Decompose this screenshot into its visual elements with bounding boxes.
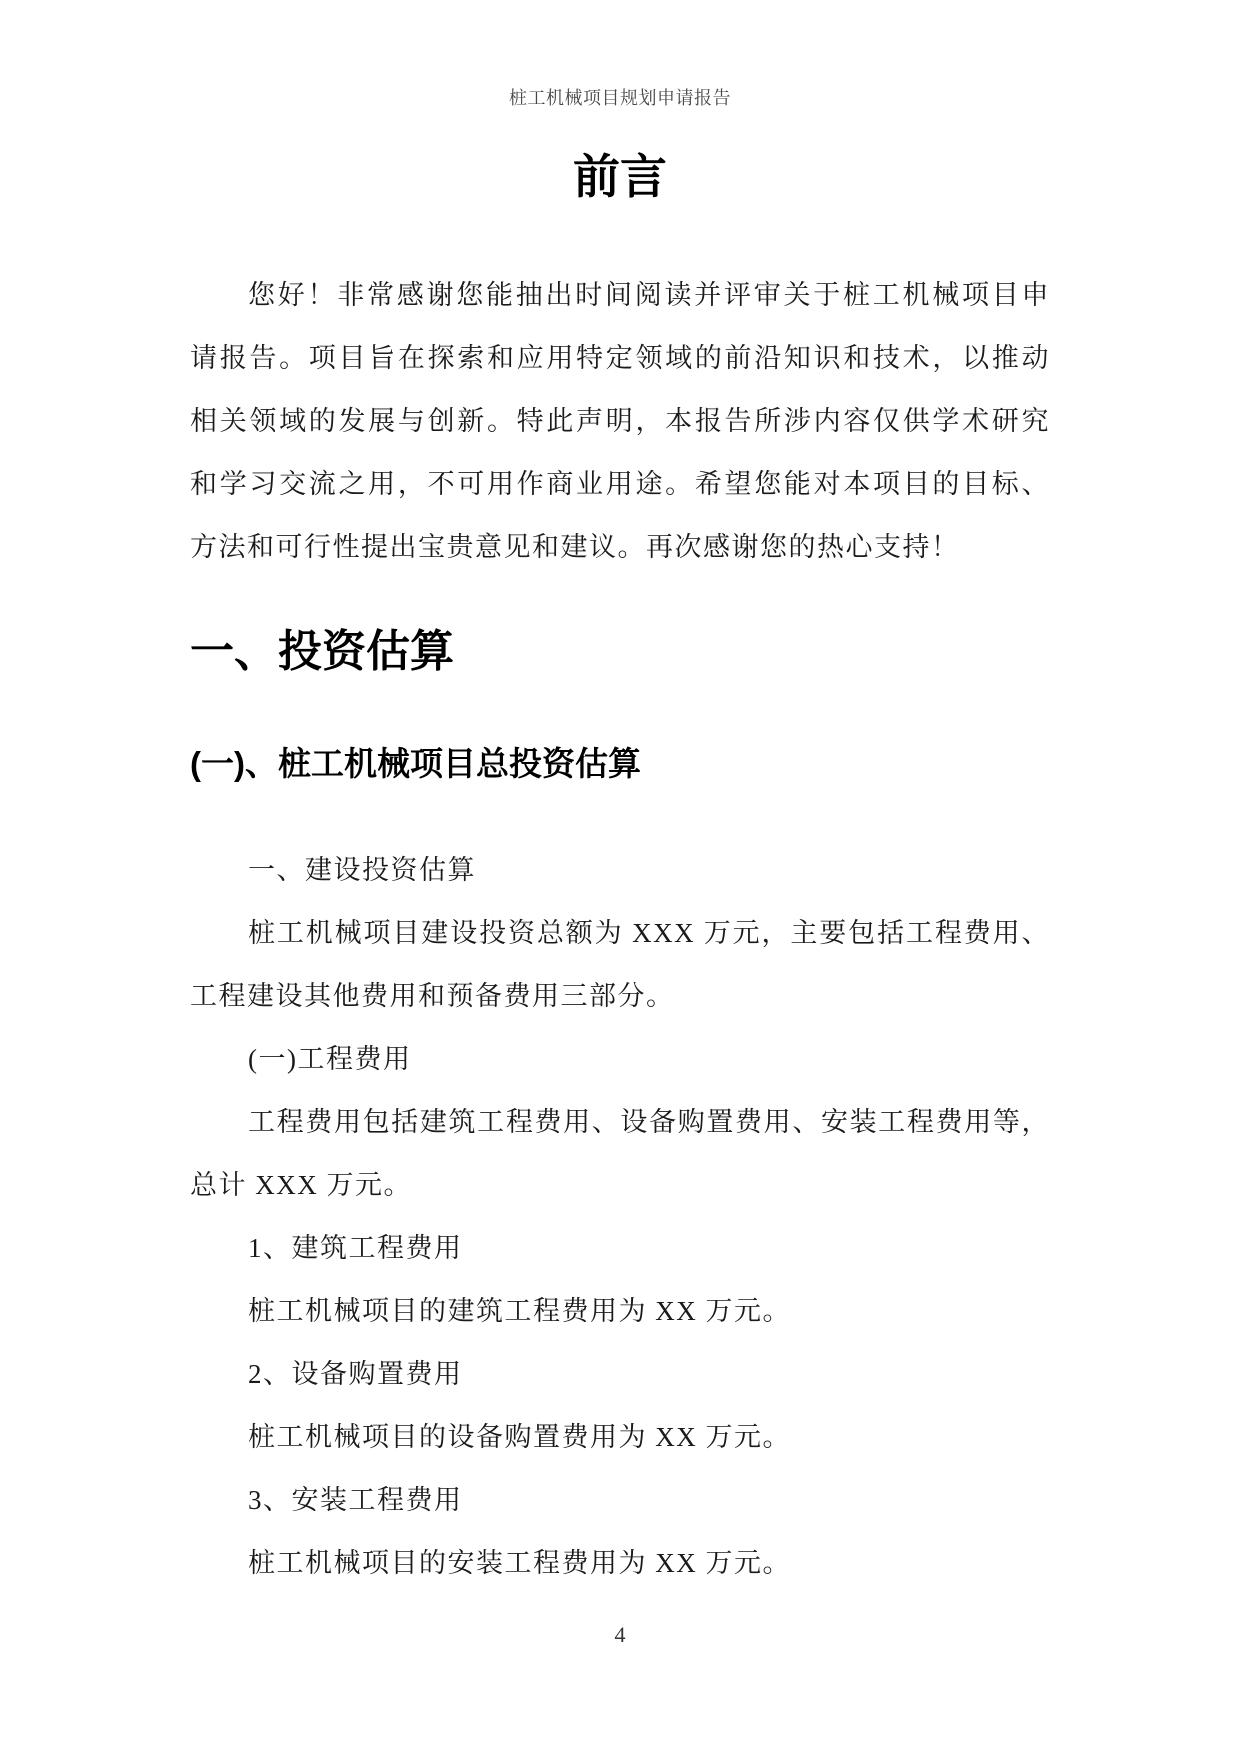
subsection-heading-total-investment: (一)、桩工机械项目总投资估算	[190, 745, 641, 782]
text-line: 总计 XXX 万元。	[190, 1170, 412, 1200]
running-header: 桩工机械项目规划申请报告	[509, 88, 731, 108]
text-line: 桩工机械项目的设备购置费用为 XX 万元。	[248, 1422, 791, 1452]
body-paragraphs	[190, 839, 1050, 1595]
intro-paragraph	[190, 264, 1050, 579]
text-line: 桩工机械项目的建筑工程费用为 XX 万元。	[248, 1296, 791, 1326]
text-line: (一)工程费用	[248, 1044, 412, 1074]
text-line: 和学习交流之用，不可用作商业用途。希望您能对本项目的目标、	[190, 469, 1050, 499]
text-line: 桩工机械项目建设投资总额为 XXX 万元，主要包括工程费用、	[248, 918, 1050, 948]
text-line: 1、建筑工程费用	[248, 1233, 463, 1263]
text-line: 请报告。项目旨在探索和应用特定领域的前沿知识和技术，以推动	[190, 343, 1050, 373]
text-line: 您好！非常感谢您能抽出时间阅读并评审关于桩工机械项目申	[248, 280, 1050, 310]
document-title: 前言	[573, 150, 667, 203]
section-heading-investment-estimate: 一、投资估算	[190, 627, 454, 676]
text-line: 3、安装工程费用	[248, 1485, 463, 1515]
text-line: 桩工机械项目的安装工程费用为 XX 万元。	[248, 1548, 791, 1578]
text-line: 2、设备购置费用	[248, 1359, 463, 1389]
text-line: 工程建设其他费用和预备费用三部分。	[190, 981, 675, 1011]
text-line: 方法和可行性提出宝贵意见和建议。再次感谢您的热心支持！	[190, 532, 960, 562]
page-number: 4	[614, 1622, 626, 1647]
text-line: 相关领域的发展与创新。特此声明，本报告所涉内容仅供学术研究	[190, 406, 1050, 436]
text-line: 一、建设投资估算	[248, 855, 476, 885]
text-line: 工程费用包括建筑工程费用、设备购置费用、安装工程费用等，	[248, 1107, 1050, 1137]
